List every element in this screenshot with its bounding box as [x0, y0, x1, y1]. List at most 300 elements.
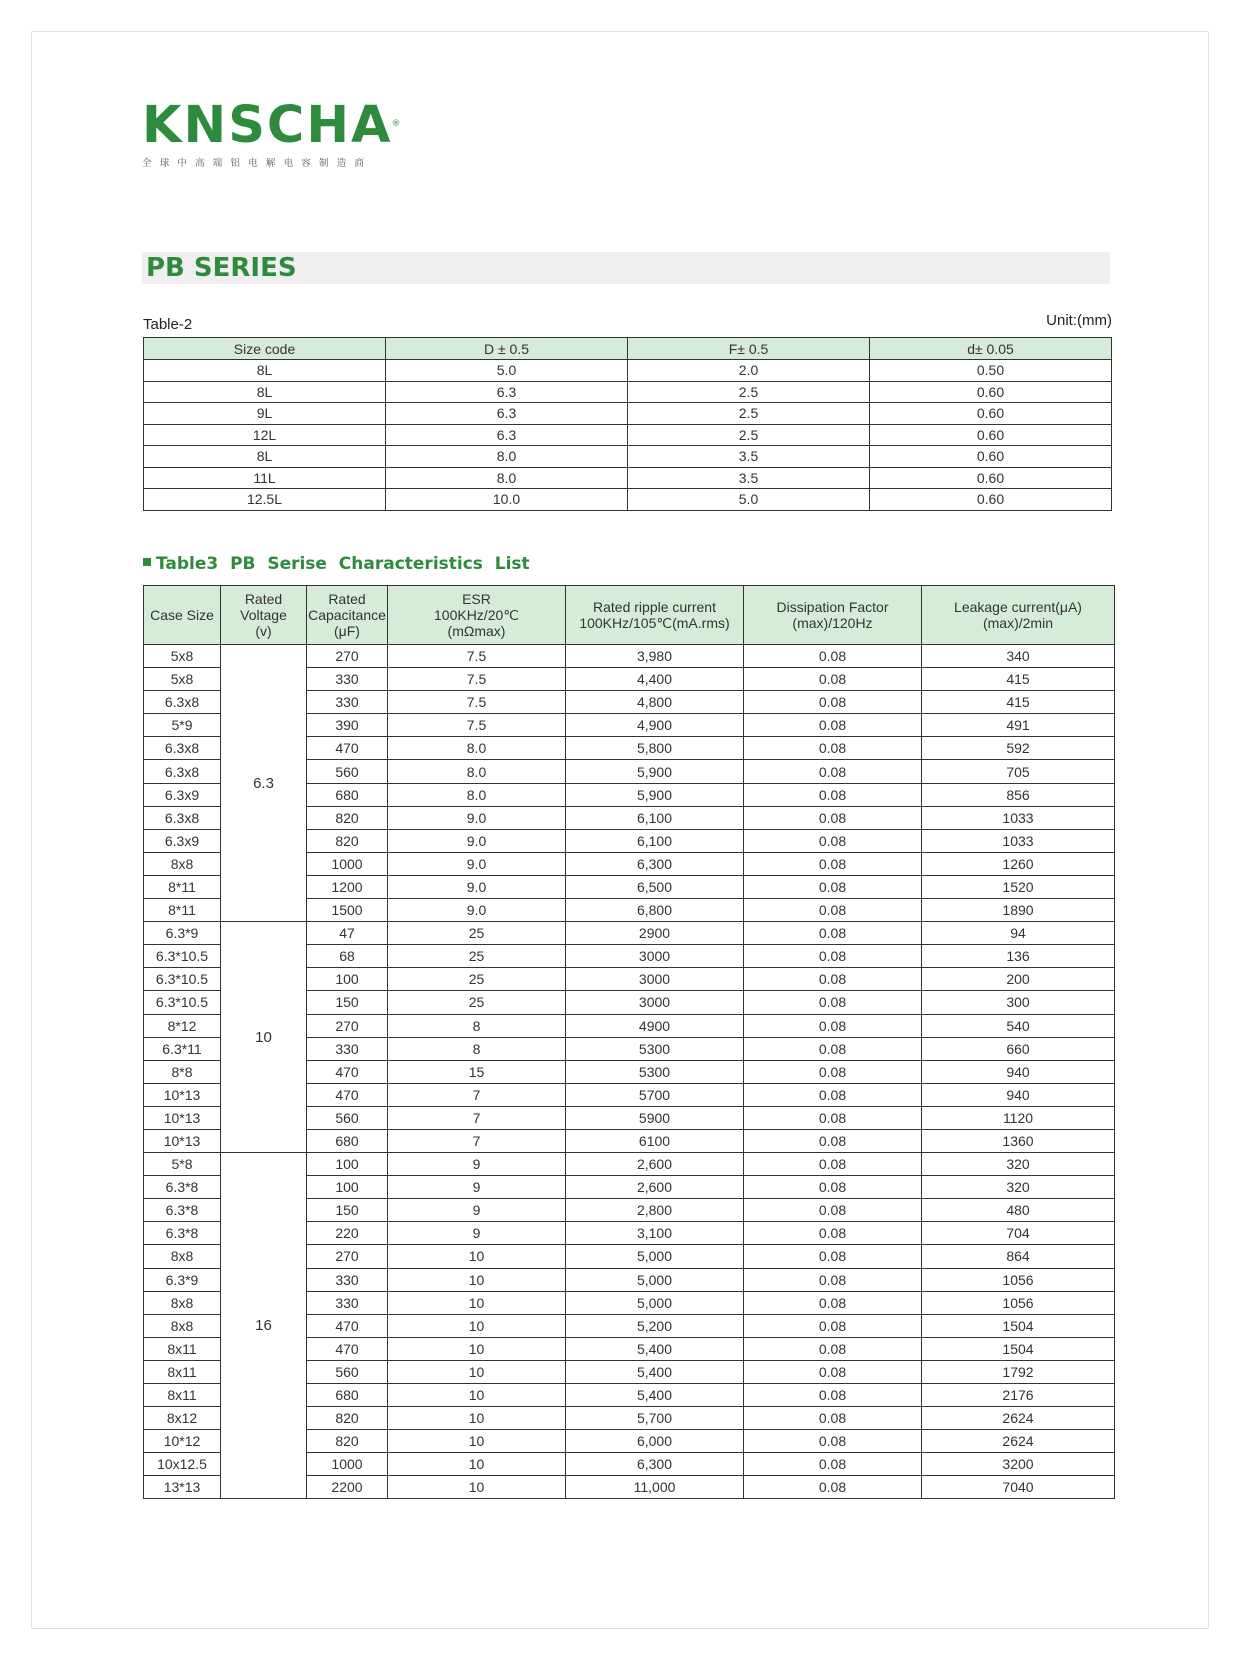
table-cell: 0.08	[744, 1407, 922, 1430]
logo-brand-text: KNSCHA	[142, 96, 393, 155]
table-cell: 0.08	[744, 1430, 922, 1453]
table-cell: 10	[388, 1360, 566, 1383]
table-cell: 13*13	[144, 1476, 221, 1499]
table-cell: 5300	[566, 1037, 744, 1060]
header-line: Rated	[244, 591, 283, 607]
table-cell: 8L	[144, 360, 386, 382]
table-cell: 8.0	[388, 760, 566, 783]
table-cell: 5700	[566, 1083, 744, 1106]
table-cell: 540	[922, 1014, 1115, 1037]
table-cell: 5,400	[566, 1384, 744, 1407]
table-cell: 6,300	[566, 1453, 744, 1476]
table-cell: 11,000	[566, 1476, 744, 1499]
table-cell: 680	[307, 1129, 388, 1152]
table-cell: 4,800	[566, 691, 744, 714]
table-cell: 10	[388, 1268, 566, 1291]
header-line: Capacitance	[308, 607, 386, 623]
table-cell: 136	[922, 945, 1115, 968]
table-cell: 100	[307, 1153, 388, 1176]
column-header: F± 0.5	[628, 338, 870, 360]
table3-heading-text: Table3 PB Serise Characteristics List	[156, 554, 530, 574]
table2-caption: Table-2	[143, 316, 193, 333]
table-cell: 0.08	[744, 1453, 922, 1476]
rated-voltage-cell: 6.3	[221, 645, 307, 922]
header-line: 100KHz/20℃	[434, 607, 519, 623]
table-cell: 6,100	[566, 806, 744, 829]
table-cell: 6.3*8	[144, 1199, 221, 1222]
table-cell: 10*13	[144, 1129, 221, 1152]
table-cell: 8x11	[144, 1384, 221, 1407]
column-header: Size code	[144, 338, 386, 360]
table-cell: 4900	[566, 1014, 744, 1037]
table-cell: 0.08	[744, 852, 922, 875]
header-line: (max)/2min	[982, 615, 1053, 631]
table-cell: 7	[388, 1083, 566, 1106]
table-cell: 3.5	[628, 446, 870, 468]
table-cell: 8*12	[144, 1014, 221, 1037]
table-cell: 9	[388, 1199, 566, 1222]
table-cell: 705	[922, 760, 1115, 783]
table-cell: 9.0	[388, 875, 566, 898]
table-cell: 8.0	[388, 737, 566, 760]
header-leakage-current	[922, 586, 1115, 645]
table-cell: 820	[307, 829, 388, 852]
table-cell: 704	[922, 1222, 1115, 1245]
table-cell: 6,300	[566, 852, 744, 875]
table-cell: 9	[388, 1176, 566, 1199]
table-cell: 6.3*11	[144, 1037, 221, 1060]
table-cell: 320	[922, 1153, 1115, 1176]
table-cell: 0.08	[744, 1268, 922, 1291]
header-line: (max)/120Hz	[792, 615, 873, 631]
table-cell: 680	[307, 783, 388, 806]
table-cell: 1504	[922, 1314, 1115, 1337]
table-cell: 5,400	[566, 1360, 744, 1383]
table-cell: 2.5	[628, 381, 870, 403]
table-cell: 5,000	[566, 1268, 744, 1291]
table-cell: 0.08	[744, 968, 922, 991]
brand-logo	[142, 96, 403, 169]
header-line: Voltage	[240, 607, 287, 623]
table-cell: 3000	[566, 991, 744, 1014]
table-cell: 856	[922, 783, 1115, 806]
table-cell: 8x8	[144, 1291, 221, 1314]
table-cell: 100	[307, 968, 388, 991]
table-header-row	[144, 586, 1115, 645]
table-cell: 820	[307, 806, 388, 829]
table-cell: 270	[307, 1014, 388, 1037]
table-cell: 0.08	[744, 1176, 922, 1199]
table-cell: 5,900	[566, 760, 744, 783]
table-cell: 1504	[922, 1337, 1115, 1360]
table-cell: 0.08	[744, 1245, 922, 1268]
table-cell: 25	[388, 968, 566, 991]
table-cell: 2200	[307, 1476, 388, 1499]
table-cell: 300	[922, 991, 1115, 1014]
table-cell: 6,500	[566, 875, 744, 898]
table-cell: 10	[388, 1291, 566, 1314]
table-cell: 1890	[922, 899, 1115, 922]
table-cell: 10*13	[144, 1106, 221, 1129]
table-cell: 0.08	[744, 1476, 922, 1499]
table-cell: 8*11	[144, 875, 221, 898]
table-cell: 470	[307, 1314, 388, 1337]
table-cell: 270	[307, 645, 388, 668]
table-cell: 10	[388, 1407, 566, 1430]
table-cell: 0.08	[744, 1199, 922, 1222]
header-line: Dissipation Factor	[776, 599, 889, 615]
table-cell: 9L	[144, 403, 386, 425]
table-row	[144, 446, 1112, 468]
table-cell: 10	[388, 1245, 566, 1268]
table-cell: 1056	[922, 1268, 1115, 1291]
table-cell: 0.60	[870, 489, 1112, 511]
header-line: Rated ripple current	[593, 599, 716, 615]
table-cell: 6,000	[566, 1430, 744, 1453]
table-row	[144, 360, 1112, 382]
table-cell: 3,980	[566, 645, 744, 668]
table-cell: 5,000	[566, 1245, 744, 1268]
table-cell: 5.0	[386, 360, 628, 382]
table-cell: 820	[307, 1430, 388, 1453]
table-cell: 0.08	[744, 1129, 922, 1152]
table-cell: 8L	[144, 446, 386, 468]
table-cell: 11L	[144, 467, 386, 489]
table-cell: 6.3*10.5	[144, 945, 221, 968]
table-cell: 150	[307, 1199, 388, 1222]
table-cell: 6.3x9	[144, 829, 221, 852]
table-cell: 8*8	[144, 1060, 221, 1083]
table-cell: 5,200	[566, 1314, 744, 1337]
series-banner	[142, 252, 1110, 284]
table-cell: 1056	[922, 1291, 1115, 1314]
logo-tagline: 全球中高端铝电解电容制造商	[142, 158, 373, 169]
table-cell: 0.08	[744, 829, 922, 852]
table-cell: 0.08	[744, 1384, 922, 1407]
header-line: ESR	[462, 591, 491, 607]
table-cell: 8x12	[144, 1407, 221, 1430]
table-cell: 5x8	[144, 645, 221, 668]
table-cell: 9	[388, 1222, 566, 1245]
table-cell: 1120	[922, 1106, 1115, 1129]
table-cell: 6.3	[386, 381, 628, 403]
characteristics-table-body	[144, 645, 1115, 1499]
table-header-row	[144, 338, 1112, 360]
table-cell: 2.0	[628, 360, 870, 382]
table-cell: 2,600	[566, 1153, 744, 1176]
table-cell: 7	[388, 1129, 566, 1152]
table-cell: 9.0	[388, 829, 566, 852]
registered-mark: ®	[391, 119, 403, 129]
table-cell: 6.3	[386, 424, 628, 446]
column-header: d± 0.05	[870, 338, 1112, 360]
table-cell: 0.08	[744, 806, 922, 829]
table-cell: 0.60	[870, 403, 1112, 425]
table-cell: 8x11	[144, 1337, 221, 1360]
table-cell: 12L	[144, 424, 386, 446]
table-row	[144, 381, 1112, 403]
table-cell: 6.3x8	[144, 760, 221, 783]
table-cell: 6.3*8	[144, 1222, 221, 1245]
header-case-size: Case Size	[144, 586, 221, 645]
header-rated-capacitance	[307, 586, 388, 645]
table-cell: 0.08	[744, 991, 922, 1014]
table-cell: 6.3	[386, 403, 628, 425]
table-cell: 8	[388, 1014, 566, 1037]
table-cell: 8*11	[144, 899, 221, 922]
table-cell: 470	[307, 1083, 388, 1106]
table-cell: 10	[388, 1337, 566, 1360]
table-cell: 5900	[566, 1106, 744, 1129]
table-cell: 8.0	[386, 467, 628, 489]
table-row	[144, 922, 1115, 945]
table-cell: 320	[922, 1176, 1115, 1199]
table-cell: 0.08	[744, 1060, 922, 1083]
table-cell: 0.08	[744, 783, 922, 806]
table-cell: 220	[307, 1222, 388, 1245]
header-line: (mΩmax)	[447, 623, 506, 639]
table-cell: 2,600	[566, 1176, 744, 1199]
table-cell: 5*8	[144, 1153, 221, 1176]
header-line: 100KHz/105℃(mA.rms)	[579, 615, 730, 631]
table-cell: 270	[307, 1245, 388, 1268]
table-cell: 8x8	[144, 1245, 221, 1268]
table-cell: 47	[307, 922, 388, 945]
table-cell: 9.0	[388, 899, 566, 922]
table-cell: 15	[388, 1060, 566, 1083]
table-cell: 0.08	[744, 1153, 922, 1176]
table-cell: 0.08	[744, 714, 922, 737]
table-cell: 25	[388, 922, 566, 945]
table-cell: 6.3x8	[144, 737, 221, 760]
table-cell: 0.08	[744, 737, 922, 760]
table-cell: 0.08	[744, 1014, 922, 1037]
table-cell: 6.3*10.5	[144, 991, 221, 1014]
rated-voltage-cell: 16	[221, 1153, 307, 1499]
characteristics-table	[143, 585, 1115, 1499]
table-cell: 0.60	[870, 467, 1112, 489]
table-cell: 6.3x9	[144, 783, 221, 806]
table-cell: 6,800	[566, 899, 744, 922]
table-cell: 6.3x8	[144, 691, 221, 714]
table-cell: 8.0	[388, 783, 566, 806]
table-cell: 8.0	[386, 446, 628, 468]
table-cell: 7.5	[388, 714, 566, 737]
table-cell: 480	[922, 1199, 1115, 1222]
table-cell: 390	[307, 714, 388, 737]
table-cell: 5,900	[566, 783, 744, 806]
table-cell: 6.3*9	[144, 1268, 221, 1291]
table-cell: 10*12	[144, 1430, 221, 1453]
table-cell: 592	[922, 737, 1115, 760]
table-cell: 0.50	[870, 360, 1112, 382]
table-cell: 2624	[922, 1407, 1115, 1430]
table-cell: 0.08	[744, 875, 922, 898]
table-cell: 1200	[307, 875, 388, 898]
header-ripple-current	[566, 586, 744, 645]
table-cell: 0.08	[744, 668, 922, 691]
table-cell: 560	[307, 1106, 388, 1129]
table-cell: 5,400	[566, 1337, 744, 1360]
table-cell: 25	[388, 991, 566, 1014]
table-cell: 3200	[922, 1453, 1115, 1476]
table-cell: 200	[922, 968, 1115, 991]
table-cell: 1260	[922, 852, 1115, 875]
logo-wordmark	[142, 96, 403, 155]
table-cell: 0.08	[744, 1314, 922, 1337]
header-line: (μF)	[334, 623, 360, 639]
table-cell: 10x12.5	[144, 1453, 221, 1476]
table-cell: 415	[922, 668, 1115, 691]
table-cell: 2176	[922, 1384, 1115, 1407]
table-cell: 150	[307, 991, 388, 1014]
table-cell: 94	[922, 922, 1115, 945]
table-cell: 7.5	[388, 668, 566, 691]
table-cell: 8L	[144, 381, 386, 403]
table-cell: 1792	[922, 1360, 1115, 1383]
table-cell: 10.0	[386, 489, 628, 511]
table-cell: 0.08	[744, 691, 922, 714]
table-cell: 1500	[307, 899, 388, 922]
table-cell: 330	[307, 1291, 388, 1314]
table-cell: 10	[388, 1476, 566, 1499]
table-cell: 0.08	[744, 645, 922, 668]
table-cell: 560	[307, 1360, 388, 1383]
table-cell: 6.3x8	[144, 806, 221, 829]
dimensions-table	[143, 337, 1112, 511]
table-cell: 1000	[307, 1453, 388, 1476]
table-cell: 660	[922, 1037, 1115, 1060]
table-cell: 0.08	[744, 1291, 922, 1314]
table-cell: 470	[307, 1060, 388, 1083]
header-line: (v)	[255, 623, 272, 639]
table-cell: 2624	[922, 1430, 1115, 1453]
table-cell: 330	[307, 691, 388, 714]
table-cell: 1000	[307, 852, 388, 875]
table-cell: 940	[922, 1083, 1115, 1106]
header-rated-voltage	[221, 586, 307, 645]
table-cell: 0.08	[744, 922, 922, 945]
table-cell: 491	[922, 714, 1115, 737]
table-cell: 7040	[922, 1476, 1115, 1499]
table-row	[144, 424, 1112, 446]
table-cell: 5*9	[144, 714, 221, 737]
table-cell: 10	[388, 1384, 566, 1407]
table-cell: 7.5	[388, 691, 566, 714]
table-cell: 1033	[922, 806, 1115, 829]
table-cell: 6.3*8	[144, 1176, 221, 1199]
table-cell: 330	[307, 1268, 388, 1291]
table-cell: 6.3*10.5	[144, 968, 221, 991]
table-cell: 10*13	[144, 1083, 221, 1106]
table-cell: 5.0	[628, 489, 870, 511]
table-cell: 9	[388, 1153, 566, 1176]
table-cell: 680	[307, 1384, 388, 1407]
table-cell: 8x11	[144, 1360, 221, 1383]
table-row	[144, 467, 1112, 489]
table-cell: 10	[388, 1453, 566, 1476]
table-cell: 470	[307, 737, 388, 760]
table-cell: 820	[307, 1407, 388, 1430]
table-cell: 6,100	[566, 829, 744, 852]
header-esr	[388, 586, 566, 645]
table-cell: 3.5	[628, 467, 870, 489]
table-cell: 6100	[566, 1129, 744, 1152]
table-cell: 2.5	[628, 403, 870, 425]
table-row	[144, 403, 1112, 425]
table-cell: 0.08	[744, 760, 922, 783]
table-cell: 7.5	[388, 645, 566, 668]
table-cell: 3,100	[566, 1222, 744, 1245]
table-cell: 0.08	[744, 945, 922, 968]
table-cell: 0.08	[744, 1037, 922, 1060]
table-cell: 0.08	[744, 1083, 922, 1106]
table-cell: 5,700	[566, 1407, 744, 1430]
table-cell: 1033	[922, 829, 1115, 852]
table-cell: 5,000	[566, 1291, 744, 1314]
table-cell: 0.08	[744, 1360, 922, 1383]
table-cell: 6.3*9	[144, 922, 221, 945]
table2-unit: Unit:(mm)	[1046, 312, 1112, 329]
table-cell: 940	[922, 1060, 1115, 1083]
table-row	[144, 1153, 1115, 1176]
table-cell: 8	[388, 1037, 566, 1060]
table-cell: 2,800	[566, 1199, 744, 1222]
table-cell: 0.60	[870, 381, 1112, 403]
table-cell: 330	[307, 1037, 388, 1060]
table-cell: 5,800	[566, 737, 744, 760]
table-cell: 0.08	[744, 1222, 922, 1245]
table-cell: 8x8	[144, 1314, 221, 1337]
table-cell: 4,400	[566, 668, 744, 691]
square-bullet-icon	[143, 558, 151, 566]
table-cell: 470	[307, 1337, 388, 1360]
table-cell: 10	[388, 1430, 566, 1453]
header-dissipation-factor	[744, 586, 922, 645]
table-cell: 5x8	[144, 668, 221, 691]
column-header: D ± 0.5	[386, 338, 628, 360]
header-line: Leakage current(μA)	[954, 599, 1082, 615]
table3-heading	[143, 554, 530, 574]
table-cell: 25	[388, 945, 566, 968]
table-cell: 0.08	[744, 1337, 922, 1360]
table-cell: 1360	[922, 1129, 1115, 1152]
table-cell: 5300	[566, 1060, 744, 1083]
table-cell: 3000	[566, 945, 744, 968]
table-cell: 0.60	[870, 446, 1112, 468]
table-cell: 330	[307, 668, 388, 691]
series-title: PB SERIES	[146, 253, 297, 283]
dimensions-table-body	[144, 360, 1112, 511]
table-cell: 9.0	[388, 852, 566, 875]
table-cell: 3000	[566, 968, 744, 991]
table-cell: 560	[307, 760, 388, 783]
table-cell: 1520	[922, 875, 1115, 898]
table-cell: 415	[922, 691, 1115, 714]
header-line: Rated	[328, 591, 366, 607]
table-cell: 864	[922, 1245, 1115, 1268]
table-cell: 2900	[566, 922, 744, 945]
table-cell: 68	[307, 945, 388, 968]
table-row	[144, 645, 1115, 668]
table-cell: 12.5L	[144, 489, 386, 511]
table-cell: 0.08	[744, 899, 922, 922]
table-cell: 0.08	[744, 1106, 922, 1129]
table-row	[144, 489, 1112, 511]
table-cell: 4,900	[566, 714, 744, 737]
table-cell: 100	[307, 1176, 388, 1199]
table-cell: 340	[922, 645, 1115, 668]
